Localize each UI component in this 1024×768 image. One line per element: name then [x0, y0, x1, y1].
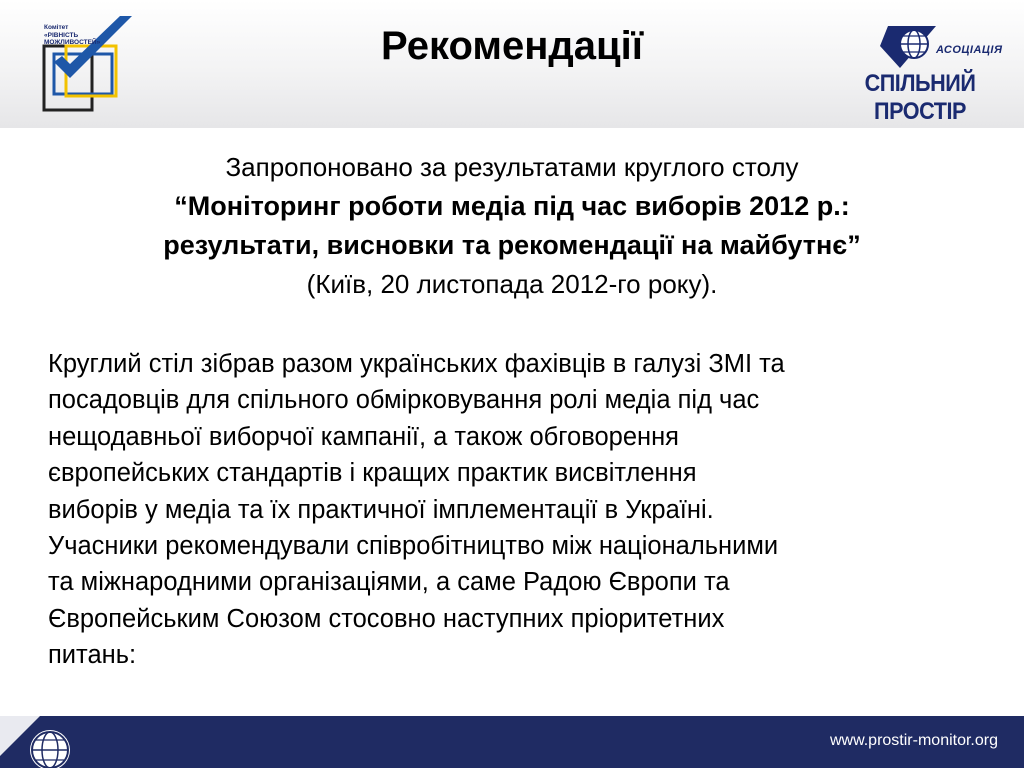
- intro-block: [40, 148, 984, 304]
- event-title-line: “Моніторинг роботи медіа під час виборів 2012 р.:: [174, 191, 850, 221]
- association-logo-top-text: АСОЦІАЦІЯ: [936, 44, 1003, 56]
- event-date-line: (Київ, 20 листопада 2012-го року).: [306, 269, 718, 299]
- intro-line: Запропоновано за результатами круглого столу: [225, 152, 799, 182]
- body-paragraph: Круглий стіл зібрав разом українських фахівців в галузі ЗМІ та посадовців для спільного обмірковування ролі медіа під час нещодавньої виборчої кампанії, а також обговорення європейських стандартів і кращих практик висвітлення виборів у медіа та їх практичної імплементації в Україні. Учасники рекомендували співробітництво між національними та міжнародними організаціями, а саме Радою Європи та Європейським Союзом стосовно наступних пріоритетних питань:: [48, 350, 785, 670]
- website-link[interactable]: www.prostir-monitor.org: [829, 732, 998, 749]
- page-title: Рекомендації: [381, 24, 643, 68]
- association-logo-name: СПІЛЬНИЙ ПРОСТІР: [864, 70, 976, 125]
- globe-icon: [0, 716, 80, 768]
- event-title-line: результати, висновки та рекомендації на майбутнє”: [163, 230, 861, 260]
- committee-logo-text: Комітет «РІВНІСТЬ МОЖЛИВОСТЕЙ»: [44, 24, 101, 46]
